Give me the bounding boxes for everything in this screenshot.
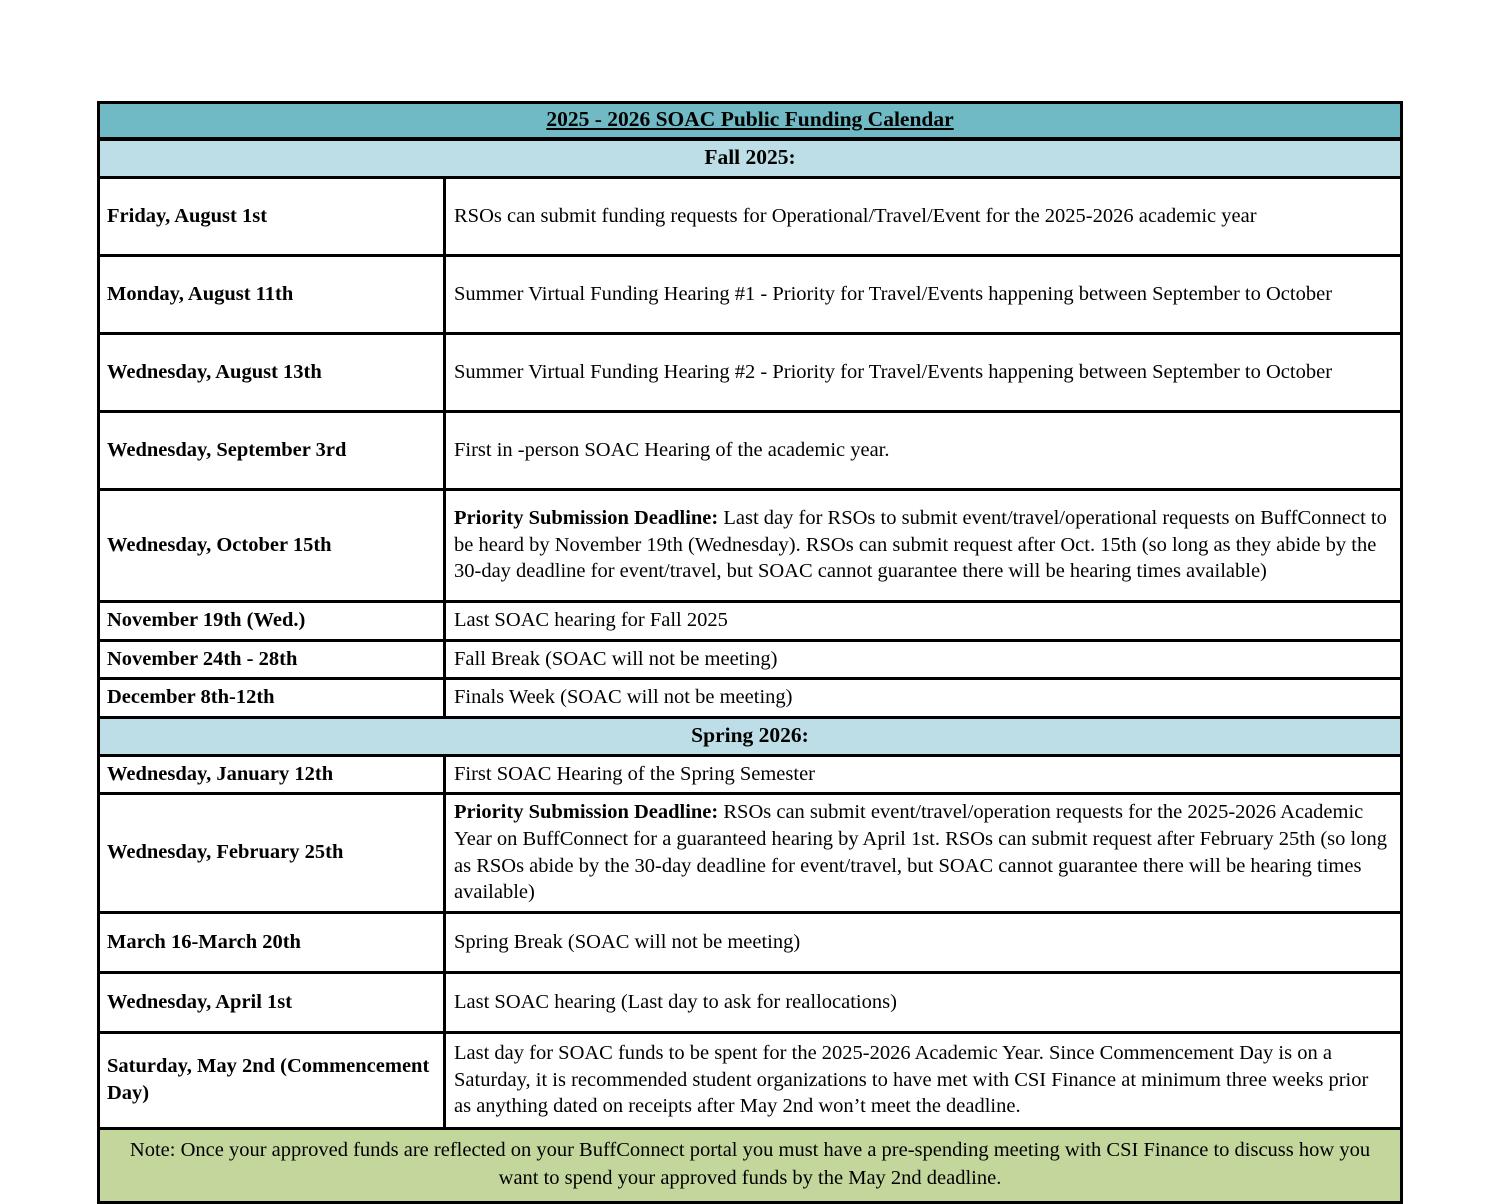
table-row [99, 755, 1402, 794]
row-date: Wednesday, April 1st [99, 972, 445, 1032]
row-description-lead: Priority Submission Deadline: [454, 801, 719, 824]
row-description [445, 411, 1402, 489]
row-description-text: Spring Break (SOAC will not be meeting) [454, 930, 801, 953]
row-description [445, 1032, 1402, 1128]
table-row [99, 255, 1402, 333]
row-description-text: First in -person SOAC Hearing of the academic year. [454, 438, 890, 461]
funding-calendar-table [97, 101, 1403, 1204]
row-description [445, 640, 1402, 679]
row-description-text: Last day for SOAC funds to be spent for the 2025-2026 Academic Year. Since Commencement Day is on a Saturday, it is recommended student organizations to have met with CSI Finance at minimum three weeks prior as anything dated on receipts after May 2nd won’t meet the deadline. [454, 1041, 1369, 1118]
row-description [445, 489, 1402, 601]
table-row [99, 912, 1402, 972]
row-date: Wednesday, October 15th [99, 489, 445, 601]
row-description-text: Summer Virtual Funding Hearing #2 - Priority for Travel/Events happening between September to October [454, 360, 1333, 383]
section-heading-spring: Spring 2026: [99, 717, 1402, 755]
row-description-text: Finals Week (SOAC will not be meeting) [454, 686, 793, 709]
table-row-spring-heading [99, 717, 1402, 755]
row-date: Wednesday, February 25th [99, 794, 445, 913]
row-description-text: Summer Virtual Funding Hearing #1 - Priority for Travel/Events happening between September to October [454, 282, 1333, 305]
row-date: Saturday, May 2nd (Commencement Day) [99, 1032, 445, 1128]
table-row [99, 972, 1402, 1032]
row-date: November 24th - 28th [99, 640, 445, 679]
row-description-text: Last SOAC hearing (Last day to ask for reallocations) [454, 990, 897, 1013]
table-row [99, 333, 1402, 411]
row-description-text: Last SOAC hearing for Fall 2025 [454, 608, 728, 631]
table-row [99, 1032, 1402, 1128]
row-description-text: Fall Break (SOAC will not be meeting) [454, 647, 778, 670]
row-description-text: RSOs can submit funding requests for Operational/Travel/Event for the 2025-2026 academic year [454, 204, 1257, 227]
calendar-body [99, 103, 1402, 1203]
section-heading-fall: Fall 2025: [99, 139, 1402, 177]
footer-note: Note: Once your approved funds are reflected on your BuffConnect portal you must have a pre-spending meeting with CSI Finance to discuss how you want to spend your approved funds by the May 2nd deadline. [99, 1128, 1402, 1202]
row-description [445, 333, 1402, 411]
page-title: 2025 - 2026 SOAC Public Funding Calendar [546, 107, 954, 131]
row-description [445, 912, 1402, 972]
row-date: Monday, August 11th [99, 255, 445, 333]
row-date: December 8th-12th [99, 679, 445, 718]
table-row [99, 601, 1402, 640]
row-description [445, 755, 1402, 794]
row-description [445, 255, 1402, 333]
row-date: March 16-March 20th [99, 912, 445, 972]
table-row-note [99, 1128, 1402, 1202]
row-description [445, 601, 1402, 640]
row-description [445, 794, 1402, 913]
table-row-fall-heading [99, 139, 1402, 177]
row-date: Wednesday, January 12th [99, 755, 445, 794]
row-description [445, 679, 1402, 718]
table-row [99, 489, 1402, 601]
table-row [99, 794, 1402, 913]
row-date: November 19th (Wed.) [99, 601, 445, 640]
row-description [445, 972, 1402, 1032]
row-date: Friday, August 1st [99, 177, 445, 255]
table-row [99, 679, 1402, 718]
row-description-lead: Priority Submission Deadline: [454, 506, 719, 529]
row-description-text: Last day for RSOs to submit event/travel/operational requests on BuffConnect to be heard by November 19th (Wednesday). RSOs can submit request after Oct. 15th (so long as they abide by the 30-day deadline for event/travel, but SOAC cannot guarantee there will be hearing times available) [454, 506, 1387, 583]
table-row [99, 177, 1402, 255]
table-row [99, 640, 1402, 679]
table-row-title [99, 103, 1402, 139]
row-description-text: RSOs can submit event/travel/operation requests for the 2025-2026 Academic Year on BuffConnect for a guaranteed hearing by April 1st. RSOs can submit request after February 25th (so long as RSOs abide by the 30-day deadline for event/travel, but SOAC cannot guarantee there will be hearing times available) [454, 801, 1387, 904]
calendar-title-cell [99, 103, 1402, 139]
row-description [445, 177, 1402, 255]
row-description-text: First SOAC Hearing of the Spring Semester [454, 762, 815, 785]
table-row [99, 411, 1402, 489]
row-date: Wednesday, September 3rd [99, 411, 445, 489]
row-date: Wednesday, August 13th [99, 333, 445, 411]
funding-calendar-table-wrapper [97, 101, 1400, 1204]
